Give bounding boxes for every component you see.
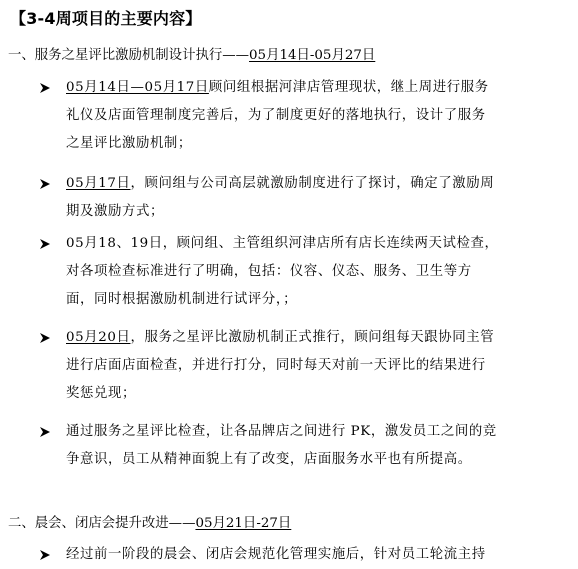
list-item xyxy=(38,324,566,408)
section-1-heading-text: 一、服务之星评比激励机制设计执行—— xyxy=(8,48,250,63)
arrow-bullet-icon xyxy=(38,230,52,258)
text-line: 面，同时根据激励机制进行试评分，； xyxy=(66,292,298,307)
bullet-date: 05月14日—05月17日 xyxy=(66,80,209,95)
arrow-bullet-icon xyxy=(38,418,52,446)
arrow-bullet-icon xyxy=(38,74,52,102)
text-line: 进行店面店面检查，并进行打分，同时每天对前一天评比的结果进行 xyxy=(66,358,486,373)
list-item xyxy=(38,170,566,226)
list-item-text xyxy=(66,74,566,158)
text-line: 经过前一阶段的晨会、闭店会规范化管理实施后，针对员工轮流主持 xyxy=(66,547,486,562)
section-2-heading-date: 05月21日-27日 xyxy=(195,516,292,531)
page-title: 【3-4周项目的主要内容】 xyxy=(10,9,202,28)
text-line: 顾问组根据河津店管理现状，继上周进行服务 xyxy=(208,80,489,95)
bullet-date: 05月20日 xyxy=(66,330,131,345)
text-line: 对各项检查标准进行了明确，包括：仪容、仪态、服务、卫生等方 xyxy=(66,264,472,279)
list-item xyxy=(38,230,566,314)
arrow-bullet-icon xyxy=(38,541,52,569)
list-item-text xyxy=(66,418,566,474)
text-line: 通过服务之星评比检查，让各品牌店之间进行 PK，激发员工之间的竞 xyxy=(66,424,497,439)
bullet-date: 05月17日 xyxy=(66,176,131,191)
list-item-text xyxy=(66,541,566,569)
list-item-text xyxy=(66,324,566,408)
list-item-text xyxy=(66,170,566,226)
list-item xyxy=(38,74,566,158)
section-2-heading-text: 二、晨会、闭店会提升改进—— xyxy=(8,516,196,531)
text-line: 争意识，员工从精神面貌上有了改变，店面服务水平也有所提高。 xyxy=(66,452,472,467)
text-line: 礼仪及店面管理制度完善后，为了制度更好的落地执行，设计了服务 xyxy=(66,108,486,123)
section-2-heading xyxy=(8,514,291,534)
list-item-text xyxy=(66,230,566,314)
text-line: ，服务之星评比激励机制正式推行，顾问组每天跟协同主管 xyxy=(130,330,495,345)
list-item xyxy=(38,541,566,569)
text-line: 期及激励方式； xyxy=(66,204,164,219)
section-1-heading-date: 05月14日-05月27日 xyxy=(249,48,376,63)
text-line: 05月18、19日，顾问组、主管组织河津店所有店长连续两天试检查， xyxy=(66,236,499,251)
arrow-bullet-icon xyxy=(38,324,52,352)
section-1-heading xyxy=(8,46,375,66)
text-line: 奖惩兑现； xyxy=(66,386,136,401)
text-line: ，顾问组与公司高层就激励制度进行了探讨，确定了激励周 xyxy=(130,176,495,191)
text-line: 之星评比激励机制； xyxy=(66,136,192,151)
arrow-bullet-icon xyxy=(38,170,52,198)
list-item xyxy=(38,418,566,474)
